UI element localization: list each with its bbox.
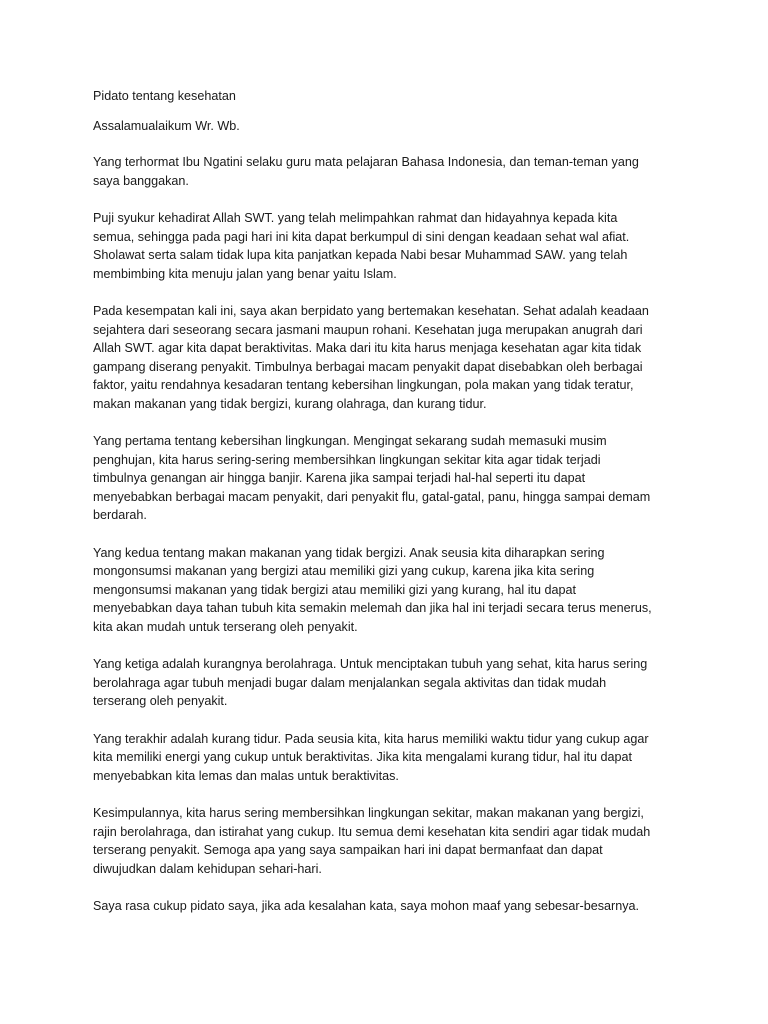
paragraph-line: terserang oleh penyakit. [93, 694, 228, 709]
paragraph-line: semua, sehingga pada pagi hari ini kita dapat berkumpul di sini dengan keadaan sehat wal afiat. [93, 229, 630, 244]
paragraph-line: Sholawat serta salam tidak lupa kita panjatkan kepada Nabi besar Muhammad SAW. yang telah [93, 248, 628, 263]
paragraph [93, 897, 678, 916]
paragraph-line: mengonsumsi makanan yang tidak bergizi atau memiliki gizi yang kurang, hal itu dapat [93, 582, 577, 597]
document-title: Pidato tentang kesehatan [93, 89, 236, 103]
paragraph-line: Yang terakhir adalah kurang tidur. Pada seusia kita, kita harus memiliki waktu tidur yang cukup agar [93, 731, 649, 746]
paragraph-line: berolahraga agar tubuh menjadi bugar dalam menjalankan segala aktivitas dan tidak mudah [93, 675, 607, 690]
paragraph-line: menyebabkan daya tahan tubuh kita semakin melemah dan jika hal ini terjadi secara terus menerus, [93, 601, 652, 616]
paragraph [93, 432, 678, 525]
paragraph [93, 153, 678, 190]
paragraph-line: menyebabkan berbagai macam penyakit, dari penyakit flu, gatal-gatal, panu, hingga sampai demam [93, 489, 651, 504]
paragraph-line: gampang diserang penyakit. Timbulnya berbagai macam penyakit dapat disebabkan oleh berbagai [93, 359, 643, 374]
paragraph [93, 544, 678, 637]
paragraph-line: diwujudkan dalam kehidupan sehari-hari. [93, 861, 322, 876]
paragraph-line: membimbing kita menuju jalan yang benar yaitu Islam. [93, 266, 397, 281]
paragraph-line: Yang pertama tentang kebersihan lingkungan. Mengingat sekarang sudah memasuki musim [93, 434, 607, 449]
paragraph-line: Allah SWT. agar kita dapat beraktivitas. Maka dari itu kita harus menjaga kesehatan agar kita tidak [93, 341, 642, 356]
paragraph-line: mongonsumsi makanan yang bergizi atau memiliki gizi yang cukup, karena jika kita sering [93, 564, 595, 579]
paragraph [93, 730, 678, 786]
paragraph-line: Puji syukur kehadirat Allah SWT. yang telah melimpahkan rahmat dan hidayahnya kepada kita [93, 210, 618, 225]
paragraph-line: Saya rasa cukup pidato saya, jika ada kesalahan kata, saya mohon maaf yang sebesar-besarnya. [93, 898, 640, 913]
paragraph-line: sejahtera dari seseorang secara jasmani maupun rohani. Kesehatan juga merupakan anugrah dari [93, 322, 643, 337]
paragraph-line: saya banggakan. [93, 173, 189, 188]
paragraph-line: terserang penyakit. Semoga apa yang saya sampaikan hari ini dapat bermanfaat dan dapat [93, 843, 603, 858]
paragraph-line: kita memiliki energi yang cukup untuk beraktivitas. Jika kita mengalami kurang tidur, hal itu dapat [93, 750, 633, 765]
paragraph-line: berdarah. [93, 508, 147, 523]
paragraph-line: makan makanan yang tidak bergizi, kurang olahraga, dan kurang tidur. [93, 396, 487, 411]
paragraph [93, 302, 678, 414]
paragraph-line: rajin berolahraga, dan istirahat yang cukup. Itu semua demi kesehatan kita sendiri agar tidak mudah [93, 824, 651, 839]
paragraph-line: kita akan mudah untuk terserang oleh penyakit. [93, 620, 358, 635]
paragraph [93, 209, 678, 283]
document-page [93, 87, 678, 934]
paragraph-line: penghujan, kita harus sering-sering membersihkan lingkungan sekitar kita agar tidak terjadi [93, 452, 601, 467]
paragraph-line: Kesimpulannya, kita harus sering membersihkan lingkungan sekitar, makan makanan yang bergizi, [93, 805, 644, 820]
paragraph [93, 655, 678, 711]
paragraph-line: faktor, yaitu rendahnya kesadaran tentang kebersihan lingkungan, pola makan yang tidak teratur, [93, 378, 634, 393]
paragraph-line: Yang kedua tentang makan makanan yang tidak bergizi. Anak seusia kita diharapkan sering [93, 545, 605, 560]
paragraph-line: Pada kesempatan kali ini, saya akan berpidato yang bertemakan kesehatan. Sehat adalah keadaan [93, 303, 649, 318]
paragraph-line: Yang terhormat Ibu Ngatini selaku guru mata pelajaran Bahasa Indonesia, dan teman-teman yang [93, 155, 639, 170]
paragraph [93, 804, 678, 878]
paragraph-line: menyebabkan kita lemas dan malas untuk beraktivitas. [93, 768, 399, 783]
paragraph-line: timbulnya genangan air hingga banjir. Karena jika sampai terjadi hal-hal seperti itu dapat [93, 471, 586, 486]
paragraph-line: Yang ketiga adalah kurangnya berolahraga. Untuk menciptakan tubuh yang sehat, kita harus sering [93, 657, 648, 672]
document-body [93, 153, 678, 915]
greeting-line: Assalamualaikum Wr. Wb. [93, 118, 240, 133]
